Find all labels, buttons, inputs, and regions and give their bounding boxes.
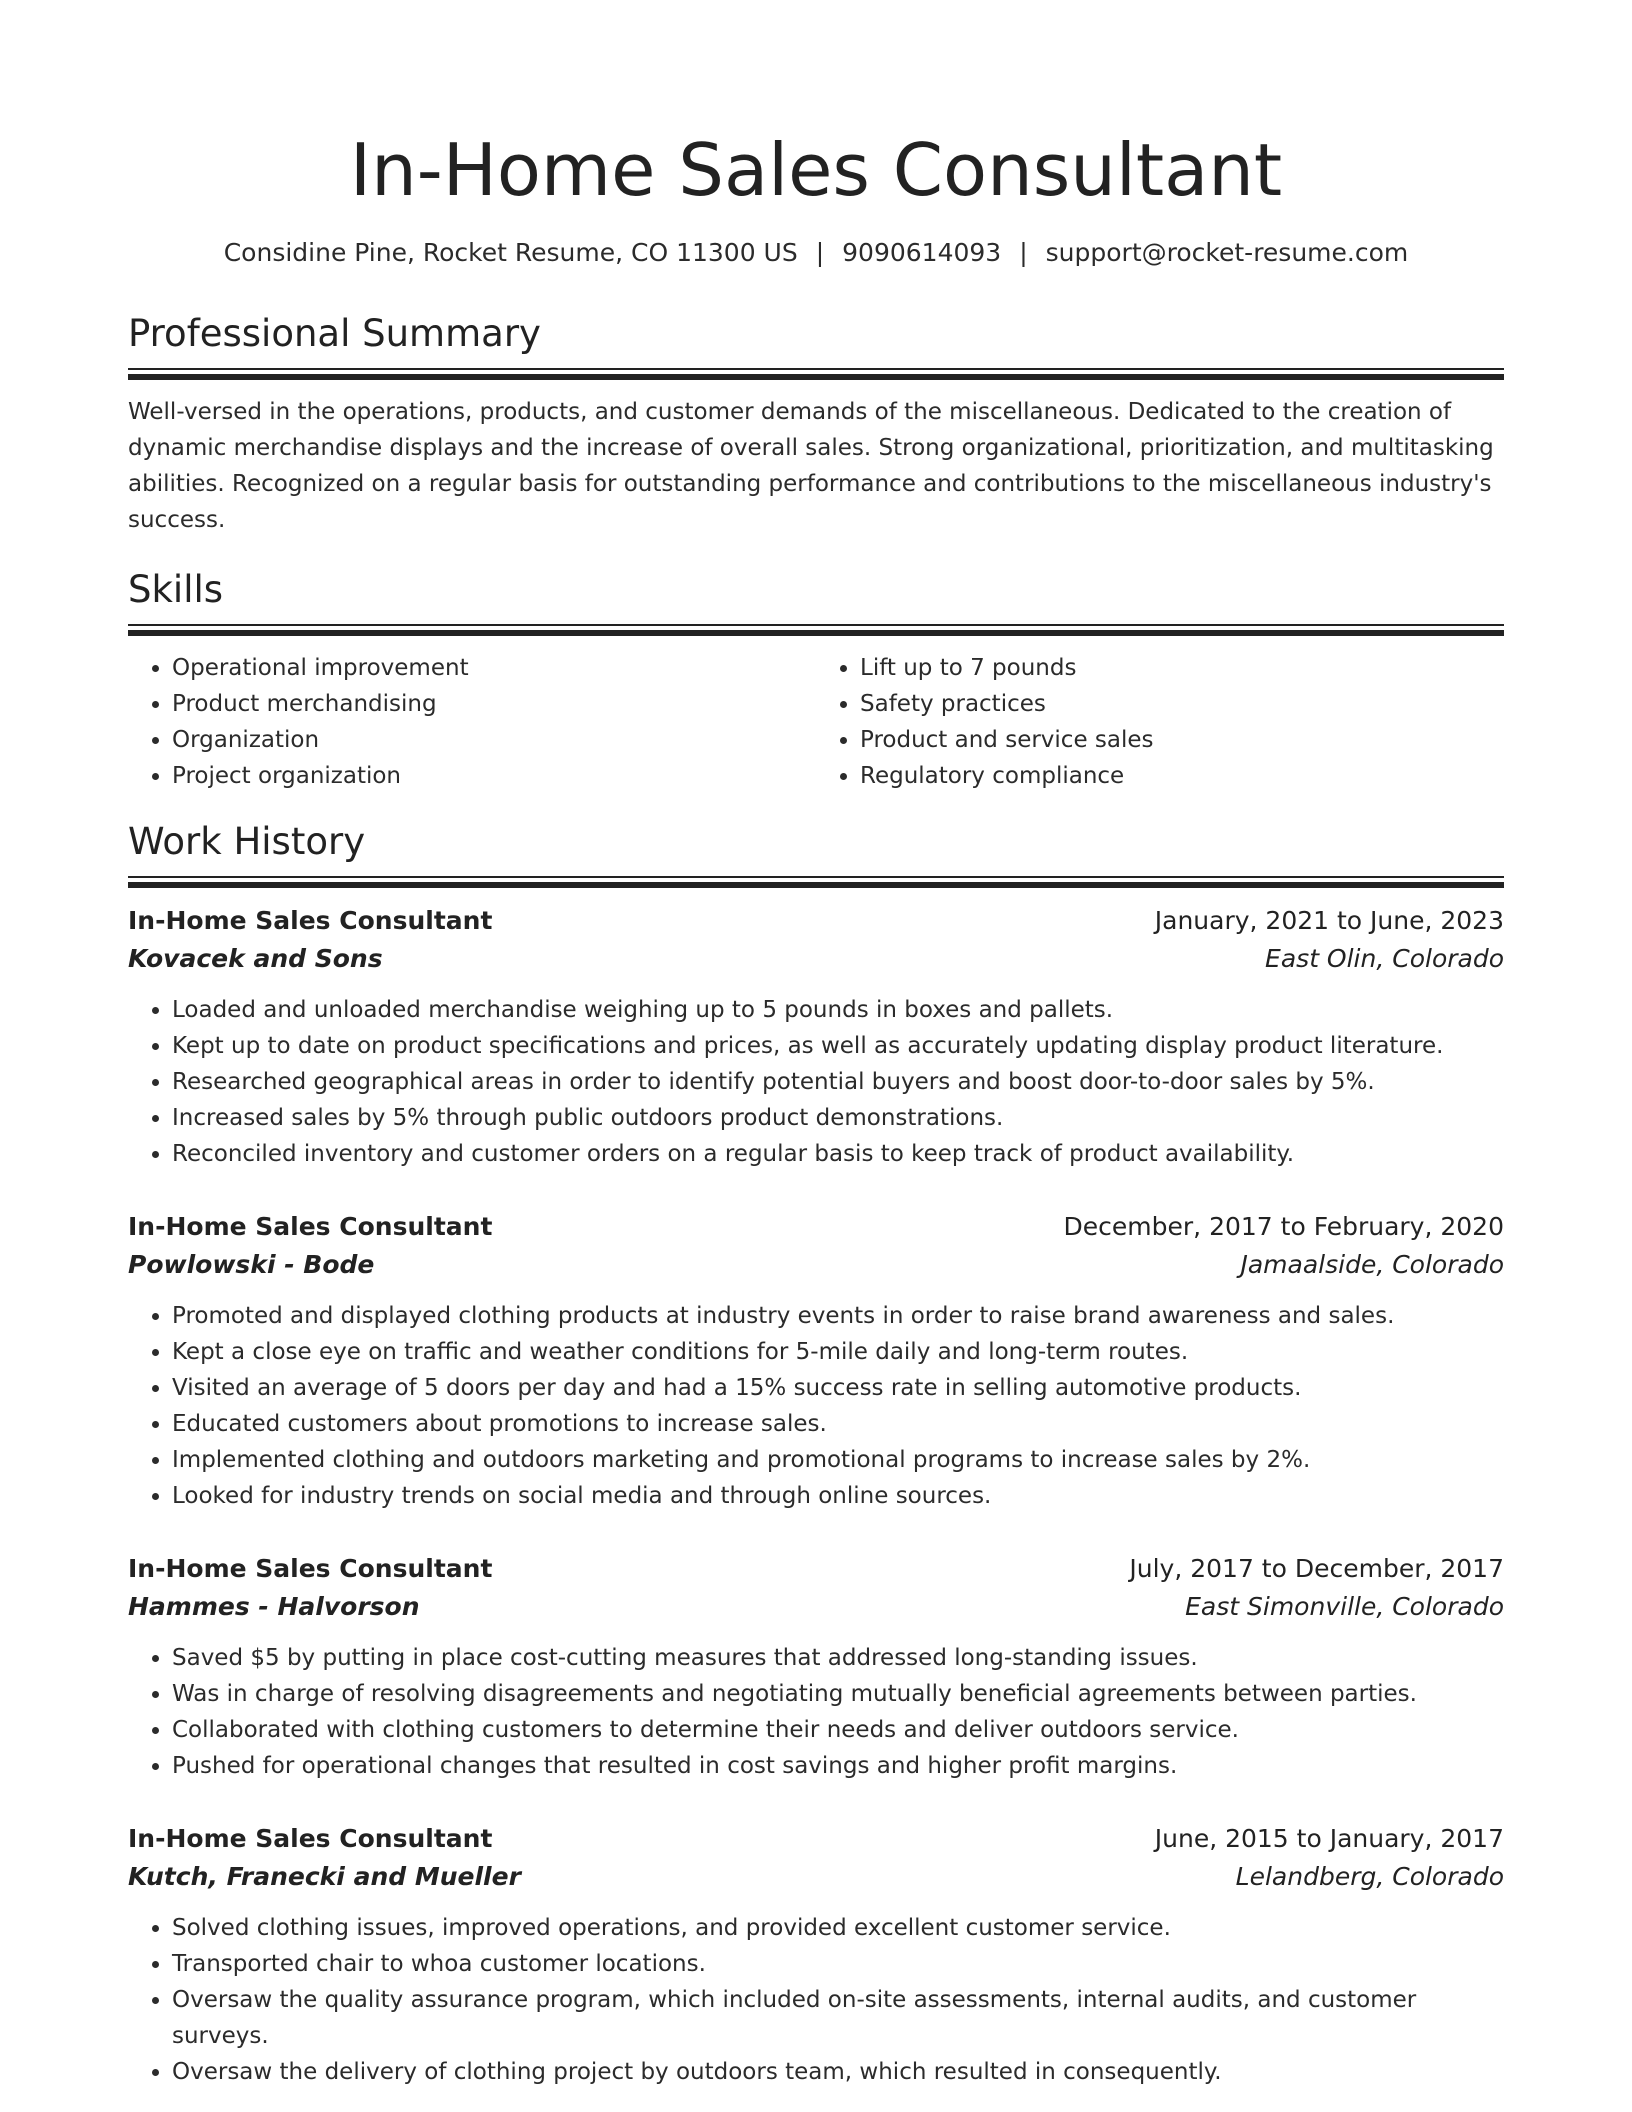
skill-item: • Product and service sales	[860, 722, 1504, 758]
job-entry	[128, 1208, 1504, 1514]
contact-email: support@rocket-resume.com	[1045, 238, 1409, 267]
job-bullet: • Loaded and unloaded merchandise weighing up to 5 pounds in boxes and pallets.	[172, 992, 1504, 1028]
contact-separator: |	[1019, 238, 1028, 267]
job-subheader	[128, 1858, 1504, 1896]
job-entry	[128, 902, 1504, 1172]
job-dates: June, 2015 to January, 2017	[1154, 1824, 1504, 1853]
job-bullet: • Kept up to date on product specifications and prices, as well as accurately updating display product literature.	[172, 1028, 1504, 1064]
job-company: Powlowski - Bode	[128, 1250, 375, 1279]
job-bullet: • Researched geographical areas in order to identify potential buyers and boost door-to-door sales by 5%.	[172, 1064, 1504, 1100]
skill-item: • Safety practices	[860, 686, 1504, 722]
work-history-heading: Work History	[128, 820, 366, 863]
job-dates: January, 2021 to June, 2023	[1154, 906, 1504, 935]
job-location: East Olin, Colorado	[1265, 944, 1504, 973]
job-header	[128, 902, 1504, 940]
job-bullets	[128, 1640, 1504, 1784]
contact-line	[128, 236, 1504, 270]
job-header	[128, 1820, 1504, 1858]
job-bullet: • Looked for industry trends on social media and through online sources.	[172, 1478, 1504, 1514]
job-bullet: • Was in charge of resolving disagreements and negotiating mutually beneficial agreements between parties.	[172, 1676, 1504, 1712]
job-bullets	[128, 1910, 1504, 2090]
job-title: In-Home Sales Consultant	[128, 1212, 493, 1241]
section-divider	[128, 624, 1504, 636]
skills-column-right	[816, 650, 1504, 794]
skill-item: • Operational improvement	[172, 650, 816, 686]
job-company: Kutch, Franecki and Mueller	[128, 1862, 521, 1891]
skills-heading: Skills	[128, 568, 224, 611]
skill-item: • Lift up to 7 pounds	[860, 650, 1504, 686]
job-bullet: • Increased sales by 5% through public outdoors product demonstrations.	[172, 1100, 1504, 1136]
contact-separator: |	[815, 238, 825, 267]
job-bullet: • Solved clothing issues, improved operations, and provided excellent customer service.	[172, 1910, 1504, 1946]
skill-item: • Organization	[172, 722, 816, 758]
job-bullet: • Visited an average of 5 doors per day and had a 15% success rate in selling automotive products.	[172, 1370, 1504, 1406]
job-bullet: • Pushed for operational changes that resulted in cost savings and higher profit margins.	[172, 1748, 1504, 1784]
skill-item: • Product merchandising	[172, 686, 816, 722]
skill-item: • Project organization	[172, 758, 816, 794]
job-entry	[128, 1550, 1504, 1784]
job-company: Hammes - Halvorson	[128, 1592, 420, 1621]
summary-heading: Professional Summary	[128, 312, 541, 355]
job-bullet: • Promoted and displayed clothing products at industry events in order to raise brand awareness and sales.	[172, 1298, 1504, 1334]
job-header	[128, 1550, 1504, 1588]
skill-item: • Regulatory compliance	[860, 758, 1504, 794]
job-header	[128, 1208, 1504, 1246]
job-location: East Simonville, Colorado	[1185, 1592, 1504, 1621]
job-bullet: • Implemented clothing and outdoors marketing and promotional programs to increase sales by 2%.	[172, 1442, 1504, 1478]
job-dates: December, 2017 to February, 2020	[1063, 1212, 1504, 1241]
job-company: Kovacek and Sons	[128, 944, 383, 973]
job-bullets	[128, 1298, 1504, 1514]
skills-list	[128, 650, 1504, 794]
job-bullet: • Collaborated with clothing customers to determine their needs and deliver outdoors service.	[172, 1712, 1504, 1748]
job-location: Jamaalside, Colorado	[1240, 1250, 1504, 1279]
job-subheader	[128, 1246, 1504, 1284]
job-dates: July, 2017 to December, 2017	[1129, 1554, 1504, 1583]
job-bullet: • Reconciled inventory and customer orders on a regular basis to keep track of product availability.	[172, 1136, 1504, 1172]
job-bullet: • Kept a close eye on traffic and weather conditions for 5-mile daily and long-term routes.	[172, 1334, 1504, 1370]
section-divider	[128, 368, 1504, 380]
contact-address: Considine Pine, Rocket Resume, CO 11300 US	[223, 238, 798, 267]
job-bullets	[128, 992, 1504, 1172]
job-bullet: • Educated customers about promotions to increase sales.	[172, 1406, 1504, 1442]
job-bullet: • Saved $5 by putting in place cost-cutting measures that addressed long-standing issues.	[172, 1640, 1504, 1676]
job-title: In-Home Sales Consultant	[128, 906, 493, 935]
summary-text: Well-versed in the operations, products, and customer demands of the miscellaneous. Dedicated to the creation of dynamic merchandise displays and the increase of overall sales. Strong organizational, prioritization, and multitasking abilities. Recognized on a regular basis for outstanding performance and contributions to the miscellaneous industry's success.	[128, 399, 1494, 533]
job-bullet: • Transported chair to whoa customer locations.	[172, 1946, 1504, 1982]
resume-name: In-Home Sales Consultant	[349, 128, 1283, 212]
skills-column-left	[128, 650, 816, 794]
job-bullet: • Oversaw the quality assurance program, which included on-site assessments, internal audits, and customer surveys.	[172, 1982, 1504, 2054]
job-subheader	[128, 940, 1504, 978]
job-location: Lelandberg, Colorado	[1235, 1862, 1504, 1891]
job-title: In-Home Sales Consultant	[128, 1554, 493, 1583]
job-subheader	[128, 1588, 1504, 1626]
job-bullet: • Oversaw the delivery of clothing project by outdoors team, which resulted in consequently.	[172, 2054, 1504, 2090]
job-entry	[128, 1820, 1504, 2090]
resume-page	[128, 0, 1504, 2090]
contact-phone: 9090614093	[842, 238, 1002, 267]
section-divider	[128, 876, 1504, 888]
job-title: In-Home Sales Consultant	[128, 1824, 493, 1853]
